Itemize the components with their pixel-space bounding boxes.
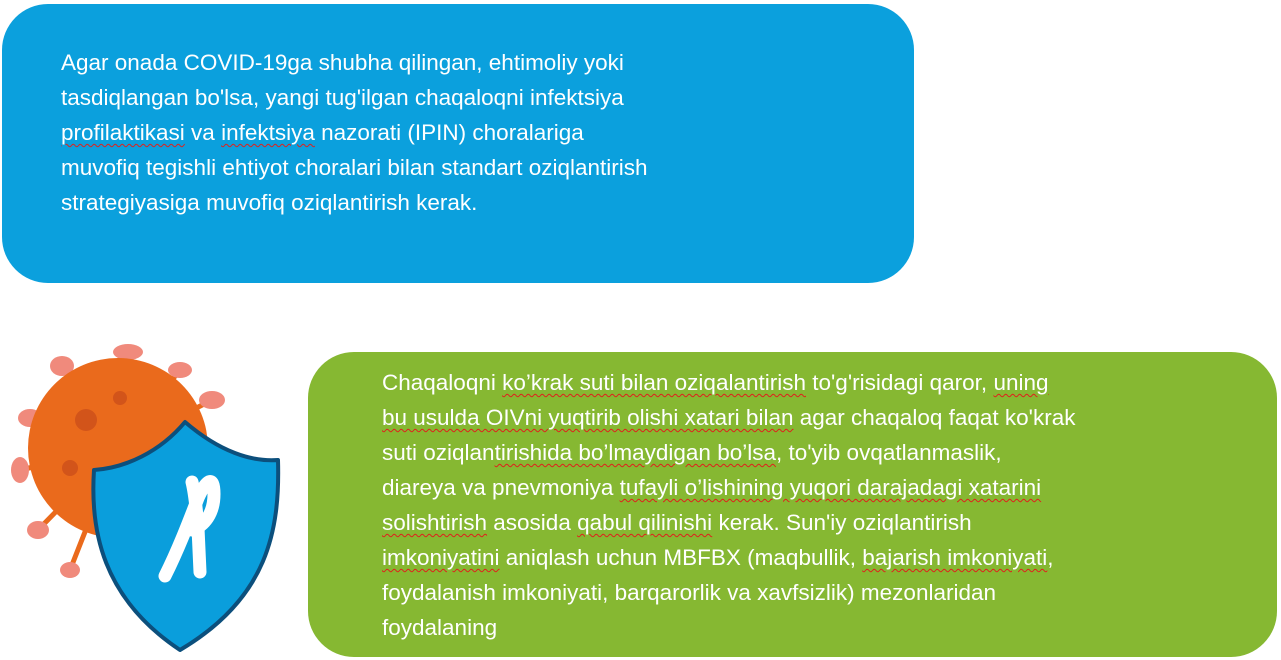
- text-segment: Agar onada COVID-19ga shubha qilingan, ehtimoliy yoki: [61, 50, 624, 75]
- text-segment: strategiyasiga muvofiq oziqlantirish kerak.: [61, 190, 478, 215]
- text-segment: , to'yib ovqatlanmaslik,: [775, 440, 1002, 465]
- spellcheck-word: ko’krak suti bilan oziqalantirish: [502, 370, 806, 395]
- virus-shield-illustration: [0, 340, 290, 660]
- text-segment: nazorati (IPIN) choralariga: [314, 120, 584, 145]
- text-line: [382, 470, 1262, 505]
- text-line: [61, 150, 881, 185]
- text-segment: foydalanish imkoniyati, barqarorlik va xavfsizlik) mezonlaridan: [382, 580, 997, 605]
- spellcheck-word: tirishida bo’lmaydigan bo’lsa: [494, 440, 776, 465]
- text-segment: kerak. Sun'iy oziqlantirish: [712, 510, 972, 535]
- green-box-text: [382, 365, 1262, 645]
- spellcheck-word: imkoniyatini: [382, 545, 500, 570]
- text-segment: va: [184, 120, 222, 145]
- text-line: [61, 115, 881, 150]
- text-line: [382, 505, 1262, 540]
- spellcheck-word: infektsiya: [221, 120, 315, 145]
- blue-box-text: [61, 45, 881, 220]
- spellcheck-word: bu usulda OIVni yuqtirib olishi xatari bilan: [382, 405, 794, 430]
- spellcheck-word: profilaktikasi: [61, 120, 185, 145]
- text-segment: ,: [1047, 545, 1054, 570]
- text-line: [382, 575, 1262, 610]
- text-line: [382, 540, 1262, 575]
- spellcheck-word: uning: [993, 370, 1049, 395]
- text-segment: Chaqaloqni: [382, 370, 503, 395]
- text-line: [61, 80, 881, 115]
- text-segment: diareya va pnevmoniya: [382, 475, 620, 500]
- spellcheck-word: solishtirish: [382, 510, 488, 535]
- text-segment: foydalaning: [382, 615, 498, 640]
- text-segment: suti oziqlan: [382, 440, 495, 465]
- text-segment: aniqlash uchun MBFBX (maqbullik,: [499, 545, 863, 570]
- text-segment: muvofiq tegishli ehtiyot choralari bilan standart oziqlantirish: [61, 155, 648, 180]
- text-line: [382, 365, 1262, 400]
- text-segment: asosida: [487, 510, 578, 535]
- text-segment: tasdiqlangan bo'lsa, yangi tug'ilgan chaqaloqni infektsiya: [61, 85, 624, 110]
- text-line: [61, 45, 881, 80]
- spellcheck-word: tufayli o’lishining yuqori darajadagi xatarini: [619, 475, 1042, 500]
- spellcheck-word: qabul qilinishi: [577, 510, 713, 535]
- text-line: [61, 185, 881, 220]
- text-segment: to'g'risidagi qaror,: [806, 370, 994, 395]
- text-line: [382, 400, 1262, 435]
- text-segment: agar chaqaloq faqat ko'krak: [793, 405, 1076, 430]
- text-line: [382, 435, 1262, 470]
- text-line: [382, 610, 1262, 645]
- spellcheck-word: bajarish imkoniyati: [862, 545, 1048, 570]
